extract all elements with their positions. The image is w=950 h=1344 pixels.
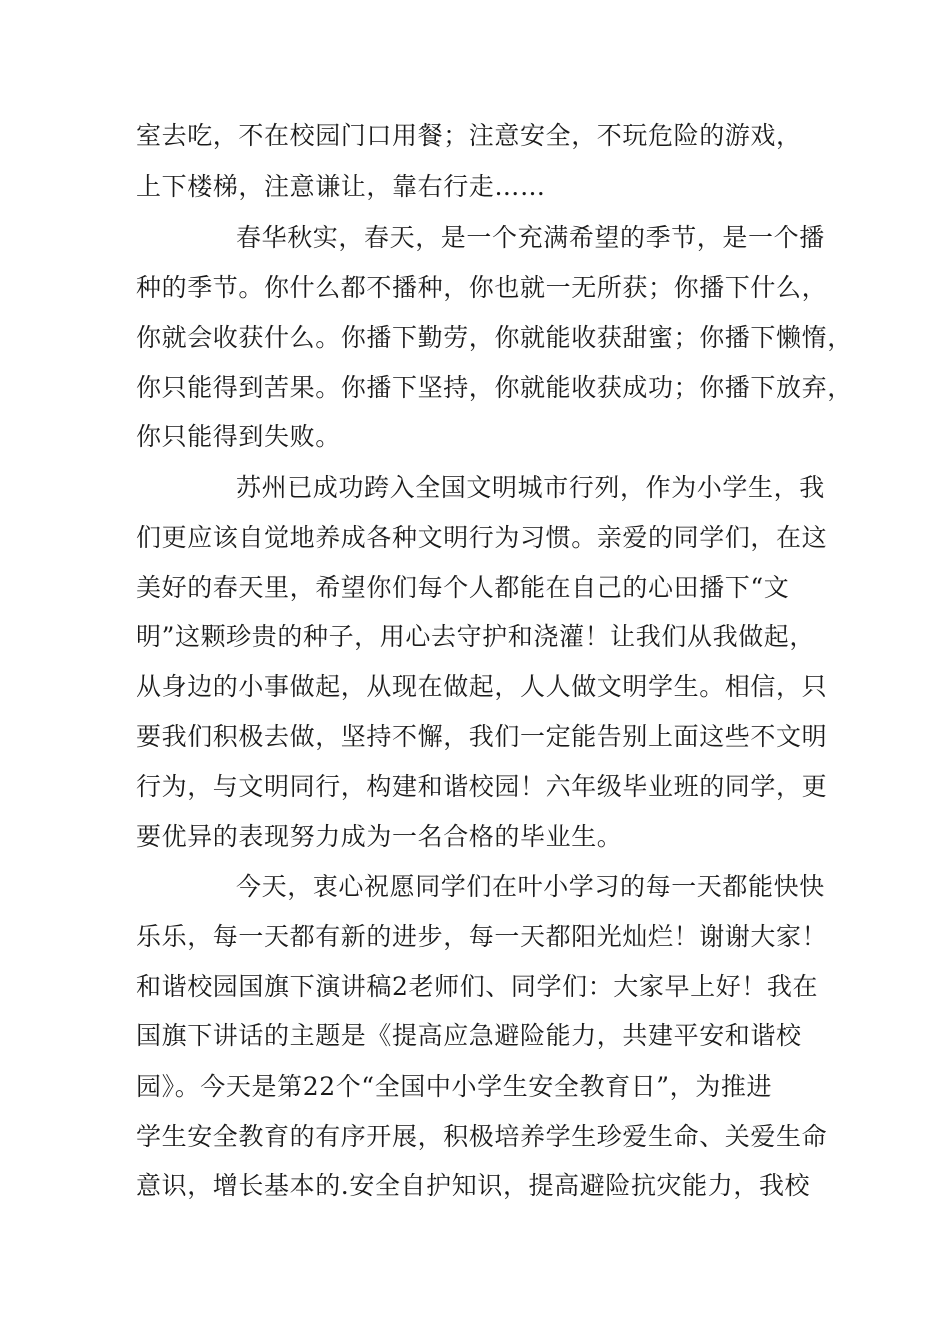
text-line: 意识，增长基本的.安全自护知识，提高避险抗灾能力，我校 — [136, 1171, 811, 1200]
text-line: 你只能得到苦果。你播下坚持，你就能收获成功；你播下放弃， — [136, 373, 853, 402]
text-line: 室去吃，不在校园门口用餐；注意安全，不玩危险的游戏， — [136, 121, 802, 150]
text-line: 园》。今天是第22个“全国中小学生安全教育日”，为推进 — [136, 1072, 773, 1101]
text-line: 上下楼梯，注意谦让，靠右行走…… — [136, 172, 546, 201]
text-line: 你就会收获什么。你播下勤劳，你就能收获甜蜜；你播下懒惰， — [136, 323, 853, 352]
paragraph-start-line: 今天，衷心祝愿同学们在叶小学习的每一天都能快快 — [236, 872, 825, 901]
text-line: 要我们积极去做，坚持不懈，我们一定能告别上面这些不文明 — [136, 722, 828, 751]
text-line: 学生安全教育的有序开展，积极培养学生珍爱生命、关爱生命 — [136, 1122, 828, 1151]
text-line: 行为，与文明同行，构建和谐校园！六年级毕业班的同学，更 — [136, 772, 828, 801]
paragraph-start-line: 苏州已成功跨入全国文明城市行列，作为小学生，我 — [236, 473, 825, 502]
text-line: 国旗下讲话的主题是《提高应急避险能力，共建平安和谐校 — [136, 1021, 802, 1050]
text-line: 种的季节。你什么都不播种，你也就一无所获；你播下什么， — [136, 273, 828, 302]
text-line: 明”这颗珍贵的种子，用心去守护和浇灌！让我们从我做起， — [136, 622, 815, 651]
text-line: 们更应该自觉地养成各种文明行为习惯。亲爱的同学们，在这 — [136, 523, 828, 552]
text-line: 从身边的小事做起，从现在做起，人人做文明学生。相信，只 — [136, 672, 828, 701]
text-line: 和谐校园国旗下演讲稿2老师们、同学们：大家早上好！我在 — [136, 972, 819, 1001]
text-line: 要优异的表现努力成为一名合格的毕业生。 — [136, 822, 623, 851]
text-line: 乐乐，每一天都有新的进步，每一天都阳光灿烂！谢谢大家！ — [136, 922, 828, 951]
paragraph-start-line: 春华秋实，春天，是一个充满希望的季节，是一个播 — [236, 223, 825, 252]
text-line: 你只能得到失败。 — [136, 422, 341, 451]
text-line: 美好的春天里，希望你们每个人都能在自己的心田播下“文 — [136, 573, 790, 602]
